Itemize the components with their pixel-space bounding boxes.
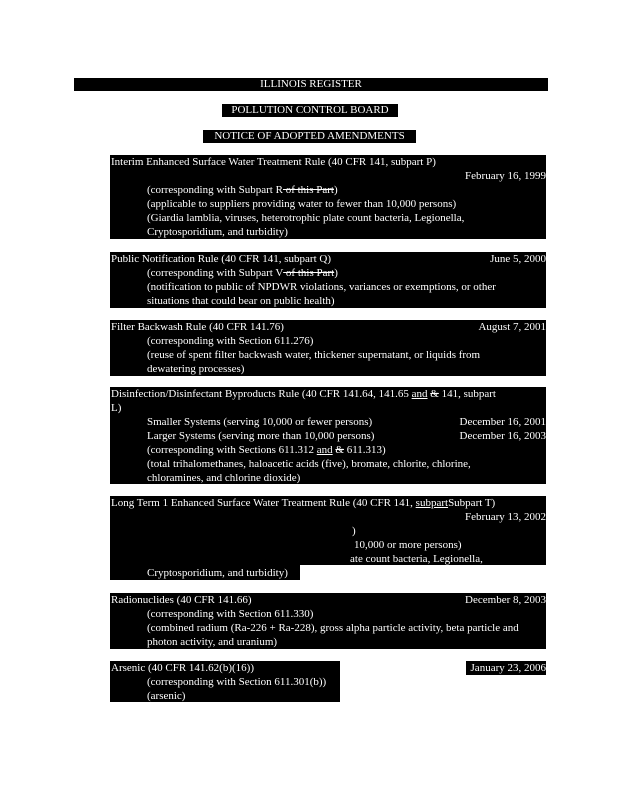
pn-correspond: (corresponding with Subpart V of this Part): [147, 267, 338, 279]
rad-title: Radionuclides (40 CFR 141.66): [111, 594, 252, 606]
ieswtr-applicability: (applicable to suppliers providing water to fewer than 10,000 persons): [147, 198, 457, 210]
arsenic-contaminant: (arsenic): [147, 690, 186, 702]
lt1-fragment-3: ate count bacteria, Legionella,: [350, 553, 483, 565]
header-rule: [74, 90, 548, 91]
dbp-large-systems: Larger Systems (serving more than 10,000 persons): [147, 430, 375, 442]
rad-contaminants: (combined radium (Ra-226 + Ra-228), gross alpha particle activity, beta particle and: [147, 622, 519, 634]
arsenic-date: January 23, 2006: [470, 662, 546, 674]
fbr-title: Filter Backwash Rule (40 CFR 141.76): [111, 321, 284, 333]
ieswtr-date: February 16, 1999: [465, 170, 546, 182]
lt1-title: Long Term 1 Enhanced Surface Water Treatment Rule (40 CFR 141, subpartSubpart T): [111, 497, 496, 509]
board-title: POLLUTION CONTROL BOARD: [231, 104, 389, 116]
rad-date: December 8, 2003: [465, 594, 546, 606]
rad-correspond: (corresponding with Section 611.330): [147, 608, 314, 620]
rad-contaminants-cont: photon activity, and uranium): [147, 636, 278, 648]
dbp-title-cont: L): [111, 402, 122, 414]
ieswtr-title: Interim Enhanced Surface Water Treatment Rule (40 CFR 141, subpart P): [111, 156, 436, 168]
ieswtr-correspond: (corresponding with Subpart R of this Part): [147, 184, 338, 196]
fbr-description-cont: dewatering processes): [147, 363, 245, 375]
ieswtr-contaminants: (Giardia lamblia, viruses, heterotrophic plate count bacteria, Legionella,: [147, 212, 465, 224]
pn-date: June 5, 2000: [490, 253, 546, 265]
dbp-contaminants-cont: chloramines, and chlorine dioxide): [147, 472, 301, 484]
fbr-date: August 7, 2001: [478, 321, 546, 333]
lt1-contaminants-cont: Cryptosporidium, and turbidity): [147, 567, 288, 579]
pn-title: Public Notification Rule (40 CFR 141, subpart Q): [111, 253, 331, 265]
dbp-large-date: December 16, 2003: [459, 430, 546, 442]
dbp-contaminants: (total trihalomethanes, haloacetic acids (five), bromate, chlorite, chlorine,: [147, 458, 471, 470]
notice-title: NOTICE OF ADOPTED AMENDMENTS: [214, 130, 405, 142]
ieswtr-contaminants-cont: Cryptosporidium, and turbidity): [147, 226, 288, 238]
lt1-date: February 13, 2002: [465, 511, 546, 523]
arsenic-correspond: (corresponding with Section 611.301(b)): [147, 676, 327, 688]
dbp-small-date: December 16, 2001: [459, 416, 546, 428]
dbp-correspond: (corresponding with Sections 611.312 and & 611.313): [147, 444, 386, 456]
pn-description-cont: situations that could bear on public health): [147, 295, 335, 307]
lt1-fragment-2: 10,000 or more persons): [354, 539, 462, 551]
dbp-small-systems: Smaller Systems (serving 10,000 or fewer persons): [147, 416, 373, 428]
arsenic-title: Arsenic (40 CFR 141.62(b)(16)): [111, 662, 254, 674]
pn-description: (notification to public of NPDWR violations, variances or exemptions, or other: [147, 281, 496, 293]
fbr-description: (reuse of spent filter backwash water, thickener supernatant, or liquids from: [147, 349, 481, 361]
dbp-title: Disinfection/Disinfectant Byproducts Rule (40 CFR 141.64, 141.65 and & 141, subpart: [111, 388, 496, 400]
fbr-correspond: (corresponding with Section 611.276): [147, 335, 314, 347]
lt1-fragment-1: ): [352, 525, 356, 537]
register-title: ILLINOIS REGISTER: [260, 78, 362, 90]
